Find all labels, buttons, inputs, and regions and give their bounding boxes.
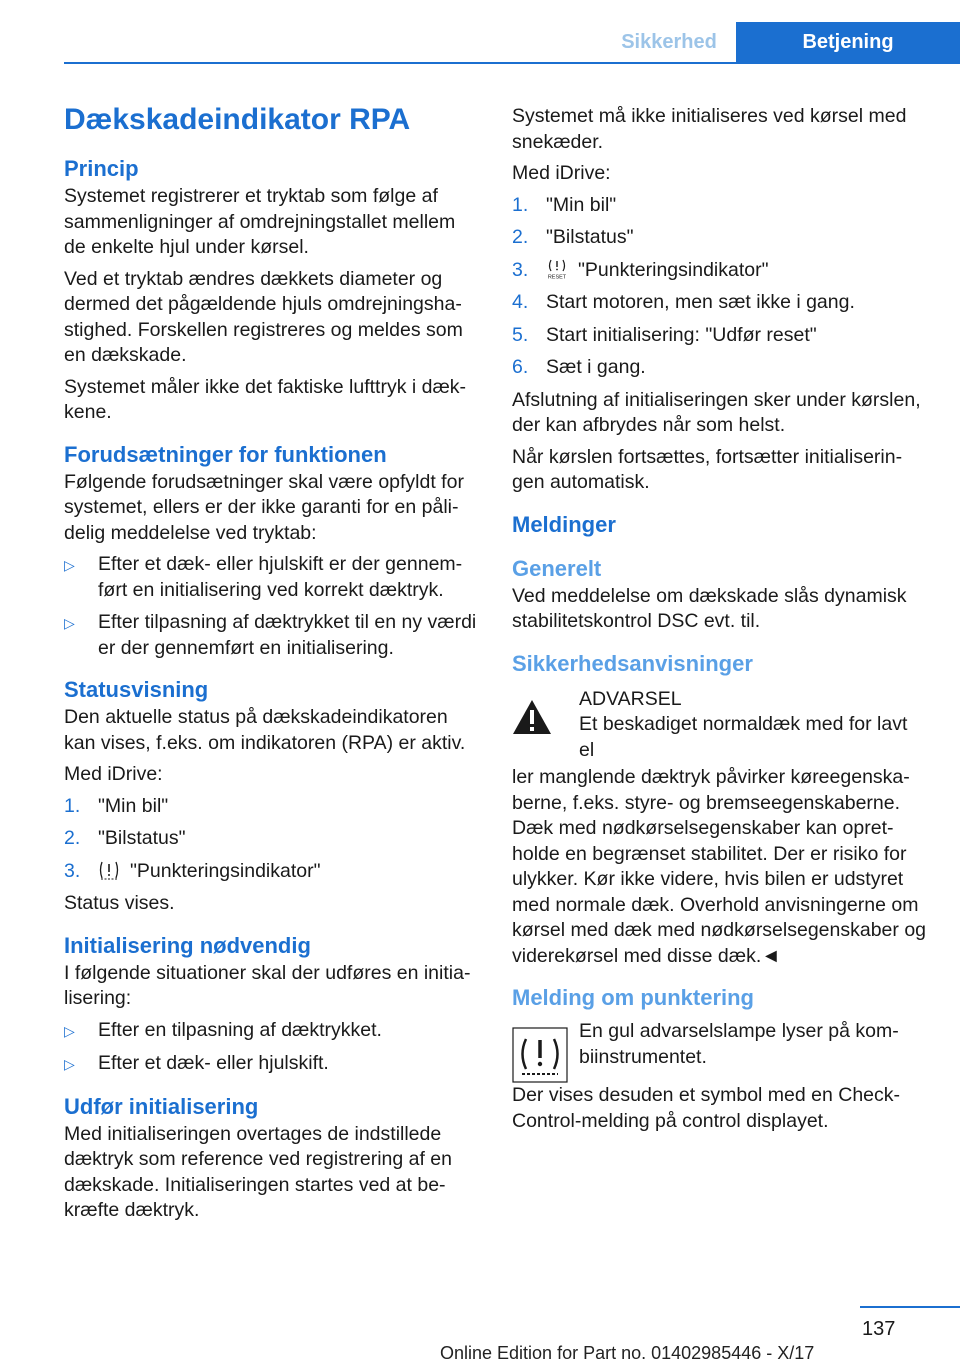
triangle-bullet-icon: ▷ — [64, 557, 75, 573]
heading-princip: Princip — [64, 156, 139, 181]
paragraph: En gul advarselslampe lyser på kombiinstrumentet. — [579, 1020, 899, 1068]
tire-warning-lamp-icon — [512, 1027, 568, 1083]
paragraph: Følgende forudsætninger skal være opfyldt for systemet, ellers er der ikke garanti for en pålidelig meddelelse ved tryktab: — [64, 470, 464, 544]
page-number: 137 — [862, 1318, 896, 1340]
top-navigation — [602, 22, 960, 62]
heading-forudsaetninger: Forudsætninger for funktionen — [64, 441, 387, 467]
header-rule — [64, 62, 960, 64]
list-item: ▷ Efter en tilpasning af dæktrykket. — [64, 1018, 480, 1045]
paragraph: Med iDrive: — [512, 162, 611, 184]
triangle-bullet-icon: ▷ — [64, 1022, 75, 1039]
svg-text:RESET: RESET — [547, 274, 567, 280]
warning-text: ler manglende dæktryk påvirker køreegenskaberne, f.eks. styre- og bremseegenskaberne. Dæk med nødkørselsegenskaber kan opretholde en begrænset stabilitet. Der er risiko for ulykker. Kør ikke videre, hvis bilen er udstyret med normale dæk. Overhold anvisningerne om kørsel med dæk med nødkørselsegenskaber og viderekørsel med disse dæk.◄ — [512, 766, 927, 967]
heading-udfoer-initialisering: Udfør initialisering — [64, 1093, 259, 1119]
left-column — [64, 98, 480, 1230]
paragraph: Den aktuelle status på dækskadeindikatoren kan vises, f.eks. om indikatoren (RPA) er aktiv. — [64, 706, 466, 754]
bullet-list — [64, 1018, 480, 1078]
paragraph: Systemet måler ikke det faktiske lufttryk i dækkene. — [64, 375, 467, 423]
warning-notice — [512, 687, 928, 764]
paragraph: Der vises desuden et symbol med en Check-Control-melding på control displayet. — [512, 1084, 901, 1132]
heading-initialisering-noedvendig: Initialisering nødvendig — [64, 932, 311, 958]
warning-label: ADVARSEL — [579, 687, 682, 710]
numbered-list — [512, 193, 928, 381]
warning-triangle-icon — [512, 699, 552, 735]
numbered-list — [64, 794, 480, 885]
heading-sikkerhedsanvisninger: Sikkerhedsanvisninger — [512, 650, 753, 676]
heading-statusvisning: Statusvisning — [64, 677, 209, 702]
list-item: ▷ Efter et dæk- eller hjulskift er der gennemført en initialisering ved korrekt dæktryk. — [64, 552, 480, 603]
tire-pressure-icon — [98, 859, 120, 881]
list-item: ▷ Efter tilpasning af dæktrykket til en ny værdi er der gennemført en initialisering. — [64, 610, 480, 661]
list-item: 3. "Punkteringsindikator" — [64, 859, 321, 882]
list-item: 6. Sæt i gang. — [512, 356, 646, 378]
list-item: 2. "Bilstatus" — [512, 226, 634, 248]
triangle-bullet-icon: ▷ — [64, 615, 75, 631]
list-item: 3. RESET "Punkteringsindikator" — [512, 258, 769, 281]
puncture-message — [512, 1019, 928, 1083]
list-item: 5. Start initialisering: "Udfør reset" — [512, 323, 817, 346]
paragraph: Systemet må ikke initialiseres ved kørsel med snekæder. — [512, 105, 907, 153]
heading-generelt: Generelt — [512, 555, 602, 581]
list-item: ▷ Efter et dæk- eller hjulskift. — [64, 1051, 480, 1078]
heading-meldinger: Meldinger — [512, 511, 616, 537]
footer-rule — [860, 1306, 960, 1308]
edition-footer: Online Edition for Part no. 01402985446 - X/17 — [440, 1343, 815, 1362]
tab-sikkerhed[interactable]: Sikkerhed — [621, 30, 717, 53]
page-title: Dækskadeindikator RPA — [64, 103, 411, 136]
triangle-bullet-icon: ▷ — [64, 1056, 75, 1072]
paragraph: Systemet registrerer et tryktab som følge af sammenligninger af omdrejningstallet mellem de enkelte hjul under kørsel. — [64, 185, 456, 258]
list-item: 2. "Bilstatus" — [64, 827, 186, 849]
paragraph: Med initialiseringen overtages de indstillede dæktryk som reference ved registrering af en dækskade. Initialiseringen startes ved at bekræfte dæktryk. — [64, 1122, 453, 1221]
warning-text: Et beskadiget normaldæk med for lavt el — [579, 713, 908, 761]
right-column — [512, 104, 928, 1140]
list-item: 1. "Min bil" — [64, 794, 169, 817]
tab-betjening[interactable]: Betjening — [736, 22, 960, 62]
paragraph: Afslutning af initialiseringen sker under kørslen, der kan afbrydes når som helst. — [512, 388, 921, 436]
list-item: 1. "Min bil" — [512, 193, 617, 216]
paragraph: Ved et tryktab ændres dækkets diameter og dermed det pågældende hjuls omdrejningshastighed. Forskellen registreres og meldes som en dækskade. — [64, 267, 463, 366]
paragraph: Ved meddelelse om dækskade slås dynamisk stabilitetskontrol DSC evt. til. — [512, 584, 907, 632]
tire-reset-icon — [546, 258, 568, 280]
paragraph: Med iDrive: — [64, 763, 163, 785]
paragraph: I følgende situationer skal der udføres en initialisering: — [64, 961, 471, 1009]
list-item: 4. Start motoren, men sæt ikke i gang. — [512, 291, 855, 313]
paragraph: Når kørslen fortsættes, fortsætter initialiseringen automatisk. — [512, 445, 903, 493]
heading-melding-om-punktering: Melding om punktering — [512, 985, 754, 1010]
bullet-list — [64, 552, 480, 661]
paragraph: Status vises. — [64, 892, 175, 914]
